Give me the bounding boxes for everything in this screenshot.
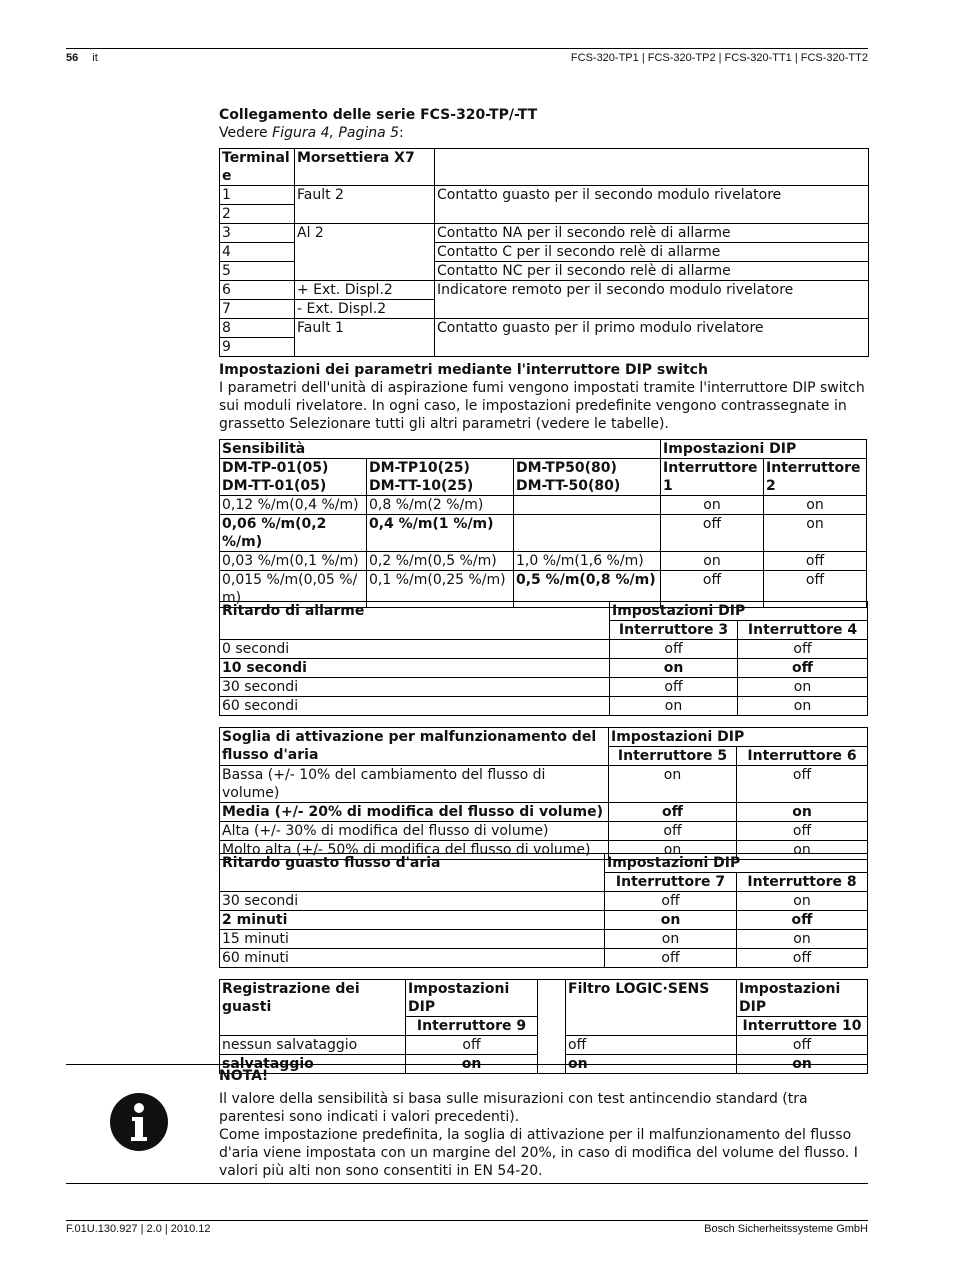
- table-row: [220, 766, 868, 803]
- switch-value: off: [764, 552, 867, 571]
- airflow-fault-delay-table: [219, 853, 868, 968]
- terminal-description: Contatto C per il secondo relè di allarme: [435, 243, 869, 262]
- terminal-label: - Ext. Displ.2: [295, 300, 435, 319]
- table-row: [220, 496, 867, 515]
- header-terminal-block: Morsettiera X7: [295, 149, 435, 186]
- table-row: [220, 515, 867, 552]
- section-connection: [219, 106, 869, 142]
- page-footer: [66, 1220, 868, 1235]
- terminal-number: 1: [220, 186, 295, 205]
- page-number: 56: [66, 52, 79, 64]
- row-label: Alta (+/- 30% di modifica del flusso di volume): [220, 822, 609, 841]
- switch-value: off: [737, 911, 868, 930]
- fault-log-filter-table: [219, 979, 868, 1074]
- switch-value: on: [737, 841, 868, 860]
- switch-value: off: [661, 571, 764, 608]
- table-row: [220, 911, 868, 930]
- switch-value: off: [609, 803, 737, 822]
- header-switch-10: Interruttore 10: [737, 1017, 868, 1036]
- table-row: [220, 697, 868, 716]
- switch-value: on: [764, 496, 867, 515]
- row-label: 15 minuti: [220, 930, 605, 949]
- switch-value: on: [605, 930, 737, 949]
- terminal-number: 9: [220, 338, 295, 357]
- header-switch-8: Interruttore 8: [737, 873, 868, 892]
- row-label: off: [566, 1036, 737, 1055]
- section-title-connection: Collegamento delle serie FCS-320-TP/-TT: [219, 107, 538, 123]
- footer-company: Bosch Sicherheitssysteme GmbH: [704, 1223, 868, 1235]
- switch-value: on: [605, 911, 737, 930]
- row-label: 60 minuti: [220, 949, 605, 968]
- fault-delay-table-wrap: [219, 853, 868, 968]
- terminal-description: Contatto NA per il secondo relè di allarme: [435, 224, 869, 243]
- row-label: Media (+/- 20% di modifica del flusso di volume): [220, 803, 609, 822]
- switch-value: off: [737, 822, 868, 841]
- switch-value: off: [605, 892, 737, 911]
- alarm-delay-table-wrap: [219, 601, 868, 716]
- header-switch-1: Interruttore 1: [661, 459, 764, 496]
- switch-value: off: [737, 1036, 868, 1055]
- terminal-label: Fault 2: [295, 186, 435, 224]
- header-model: DM-TP10(25) DM-TT-10(25): [367, 459, 514, 496]
- header-switch-5: Interruttore 5: [609, 747, 737, 766]
- table-row: [220, 892, 868, 911]
- switch-value: off: [737, 766, 868, 803]
- page-header: [66, 48, 868, 72]
- note-title: NOTA!: [219, 1068, 269, 1084]
- header-dip: Impostazioni DIP: [610, 602, 868, 621]
- header-terminal: Terminal e: [220, 149, 295, 186]
- alarm-delay-table: [219, 601, 868, 716]
- header-fault-log: Registrazione dei guasti: [220, 980, 406, 1036]
- spacer-cell: [538, 980, 566, 1074]
- header-switch-3: Interruttore 3: [610, 621, 738, 640]
- see-figure-text: Vedere Figura 4, Pagina 5:: [219, 125, 404, 141]
- header-dip: Impostazioni DIP: [605, 854, 868, 873]
- sens-cell: 0,4 %/m(1 %/m): [367, 515, 514, 552]
- sens-cell: 0,015 %/m(0,05 %/ m): [220, 571, 367, 608]
- switch-value: off: [738, 640, 868, 659]
- table-row: [220, 659, 868, 678]
- header-logic-sens: Filtro LOGIC·SENS: [566, 980, 737, 1036]
- header-switch-2: Interruttore 2: [764, 459, 867, 496]
- switch-value: on: [737, 1055, 868, 1074]
- note-paragraph: Come impostazione predefinita, la soglia di attivazione per il malfunzionamento del flusso d'aria viene impostata con un margine del 20%, in caso di modifica del volume del flusso. I valori più alti non sono consentiti in EN 54-20.: [219, 1127, 858, 1179]
- switch-value: on: [737, 892, 868, 911]
- terminal-number: 5: [220, 262, 295, 281]
- switch-value: off: [610, 678, 738, 697]
- header-fault-delay: Ritardo guasto flusso d'aria: [220, 854, 605, 892]
- switch-value: off: [737, 949, 868, 968]
- header-dip: Impostazioni DIP: [609, 728, 868, 747]
- note-box: [66, 1064, 868, 1184]
- info-icon: [110, 1093, 168, 1151]
- header-switch-4: Interruttore 4: [738, 621, 868, 640]
- header-switch-9: Interruttore 9: [406, 1017, 538, 1036]
- switch-value: off: [610, 640, 738, 659]
- switch-value: off: [605, 949, 737, 968]
- row-label: Molto alta (+/- 50% di modifica del flusso di volume): [220, 841, 609, 860]
- airflow-threshold-table: [219, 727, 868, 860]
- terminal-label: Fault 1: [295, 319, 435, 357]
- terminal-number: 6: [220, 281, 295, 300]
- sens-cell: 0,2 %/m(0,5 %/m): [367, 552, 514, 571]
- switch-value: on: [610, 697, 738, 716]
- sens-cell: 0,5 %/m(0,8 %/m): [514, 571, 661, 608]
- switch-value: off: [609, 822, 737, 841]
- header-model: DM-TP-01(05) DM-TT-01(05): [220, 459, 367, 496]
- switch-value: off: [764, 571, 867, 608]
- header-switch-7: Interruttore 7: [605, 873, 737, 892]
- terminal-description: Indicatore remoto per il secondo modulo rivelatore: [435, 281, 869, 319]
- table-row: [220, 822, 868, 841]
- switch-value: off: [406, 1036, 538, 1055]
- header-dip: Impostazioni DIP: [406, 980, 538, 1017]
- row-label: 2 minuti: [220, 911, 605, 930]
- table-row: [220, 949, 868, 968]
- terminal-label: Al 2: [295, 224, 435, 281]
- airflow-table-wrap: [219, 727, 868, 860]
- sens-cell: 0,1 %/m(0,25 %/m): [367, 571, 514, 608]
- section-title-dip: Impostazioni dei parametri mediante l'interruttore DIP switch: [219, 362, 708, 378]
- section-dip-body: I parametri dell'unità di aspirazione fumi vengono impostati tramite l'interruttore DIP switch sui moduli rivelatore. In ogni caso, le impostazioni predefinite vengono contrassegnate in grassetto Selezionare tutti gli altri parametri (vedere le tabelle).: [219, 380, 865, 432]
- terminal-label: + Ext. Displ.2: [295, 281, 435, 300]
- log-table-wrap: [219, 979, 868, 1074]
- switch-value: off: [738, 659, 868, 678]
- switch-value: on: [764, 515, 867, 552]
- header-airflow-threshold: Soglia di attivazione per malfunzionamento del flusso d'aria: [220, 728, 609, 766]
- terminal-number: 2: [220, 205, 295, 224]
- header-model: DM-TP50(80) DM-TT-50(80): [514, 459, 661, 496]
- row-label: 10 secondi: [220, 659, 610, 678]
- table-row: [220, 803, 868, 822]
- row-label: 60 secondi: [220, 697, 610, 716]
- sensitivity-table-wrap: [219, 439, 867, 608]
- sens-cell: [514, 496, 661, 515]
- terminal-number: 4: [220, 243, 295, 262]
- terminal-table-wrap: [219, 148, 869, 357]
- table-row: [220, 552, 867, 571]
- row-label: Bassa (+/- 10% del cambiamento del flusso di volume): [220, 766, 609, 803]
- header-sensitivity: Sensibilità: [220, 440, 661, 459]
- row-label: 0 secondi: [220, 640, 610, 659]
- header-dip: Impostazioni DIP: [737, 980, 868, 1017]
- header-switch-6: Interruttore 6: [737, 747, 868, 766]
- table-row: [220, 930, 868, 949]
- row-label: 30 secondi: [220, 678, 610, 697]
- note-paragraph: Il valore della sensibilità si basa sulle misurazioni con test antincendio standard (tra parentesi sono indicati i valori precedenti).: [219, 1091, 808, 1125]
- sens-cell: 0,06 %/m(0,2 %/m): [220, 515, 367, 552]
- switch-value: on: [610, 659, 738, 678]
- terminal-table: [219, 148, 869, 357]
- switch-value: on: [609, 766, 737, 803]
- row-label: nessun salvataggio: [220, 1036, 406, 1055]
- header-empty: [435, 149, 869, 186]
- sens-cell: 0,03 %/m(0,1 %/m): [220, 552, 367, 571]
- terminal-description: Contatto NC per il secondo relè di allarme: [435, 262, 869, 281]
- switch-value: on: [661, 496, 764, 515]
- switch-value: on: [738, 678, 868, 697]
- footer-doc-id: F.01U.130.927 | 2.0 | 2010.12: [66, 1223, 211, 1235]
- sensitivity-table: [219, 439, 867, 608]
- header-dip: Impostazioni DIP: [661, 440, 867, 459]
- sens-cell: 0,12 %/m(0,4 %/m): [220, 496, 367, 515]
- terminal-description: Contatto guasto per il primo modulo rivelatore: [435, 319, 869, 357]
- row-label: 30 secondi: [220, 892, 605, 911]
- switch-value: off: [661, 515, 764, 552]
- row-label: salvataggio: [220, 1055, 406, 1074]
- table-row: [220, 678, 868, 697]
- language-code: it: [92, 52, 98, 64]
- sens-cell: [514, 515, 661, 552]
- switch-value: on: [738, 697, 868, 716]
- terminal-number: 8: [220, 319, 295, 338]
- terminal-description: Contatto guasto per il secondo modulo rivelatore: [435, 186, 869, 224]
- sens-cell: 0,8 %/m(2 %/m): [367, 496, 514, 515]
- table-row: [220, 640, 868, 659]
- terminal-number: 3: [220, 224, 295, 243]
- section-dip: [219, 361, 869, 433]
- sens-cell: 1,0 %/m(1,6 %/m): [514, 552, 661, 571]
- figure-reference-link[interactable]: Figura 4, Pagina 5: [272, 125, 400, 141]
- switch-value: on: [609, 841, 737, 860]
- switch-value: on: [737, 930, 868, 949]
- header-models: FCS-320-TP1 | FCS-320-TP2 | FCS-320-TT1 | FCS-320-TT2: [570, 52, 868, 64]
- switch-value: on: [737, 803, 868, 822]
- row-label: on: [566, 1055, 737, 1074]
- switch-value: on: [406, 1055, 538, 1074]
- switch-value: on: [661, 552, 764, 571]
- terminal-number: 7: [220, 300, 295, 319]
- header-alarm-delay: Ritardo di allarme: [220, 602, 610, 640]
